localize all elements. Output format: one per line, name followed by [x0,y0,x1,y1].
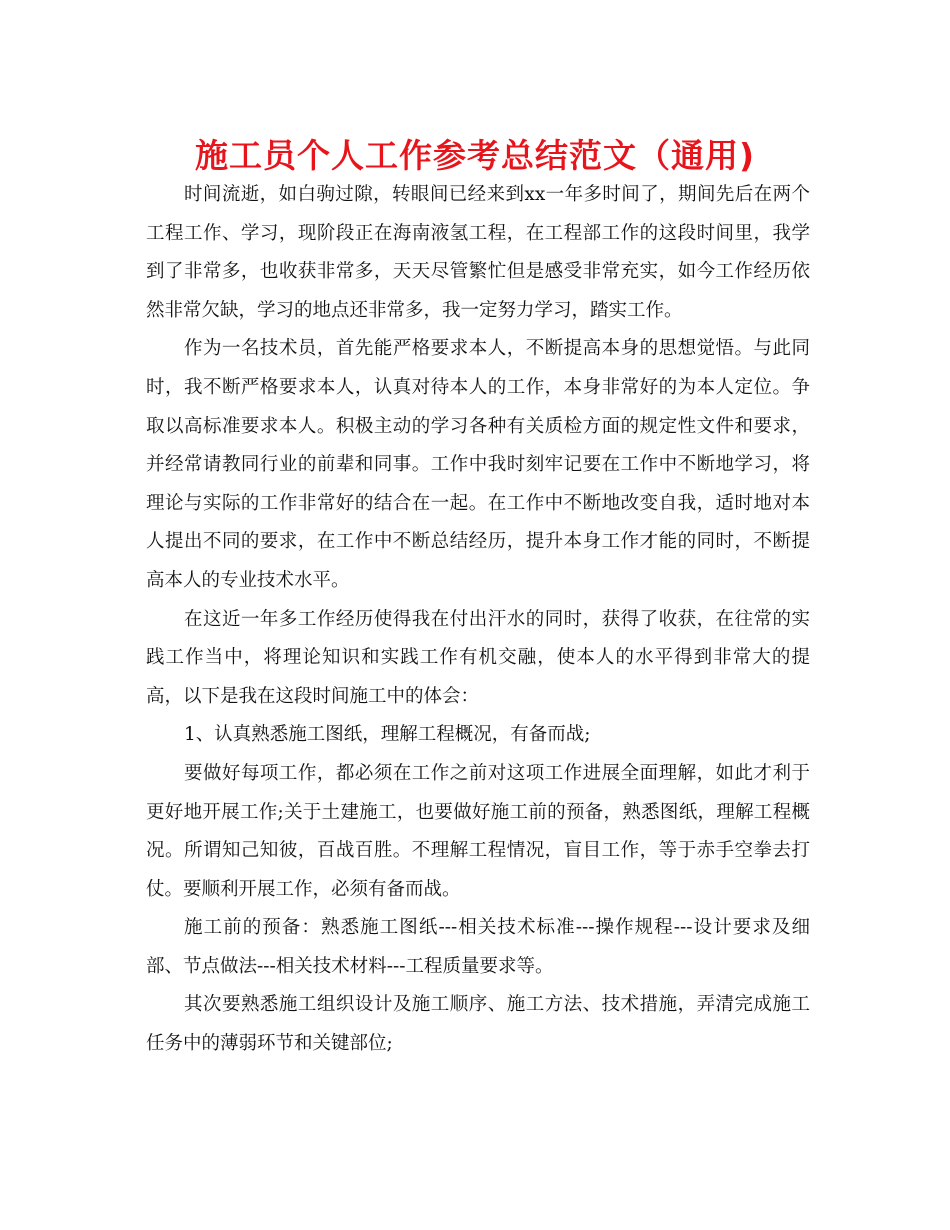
paragraph-organization: 其次要熟悉施工组织设计及施工顺序、施工方法、技术措施，弄清完成施工任务中的薄弱环节和关键部位; [146,994,810,1055]
paragraph-pre-construction: 施工前的预备：熟悉施工图纸---相关技术标准---操作规程---设计要求及细部、节点做法---相关技术材料---工程质量要求等。 [146,917,810,977]
paragraph-point-1: 1、认真熟悉施工图纸，理解工程概况，有备而战; [184,724,591,746]
paragraph-intro: 时间流逝，如白驹过隙，转眼间已经来到xx一年多时间了，期间先后在两个工程工作、学习，现阶段正在海南液氢工程，在工程部工作的这段时间里，我学到了非常多，也收获非常多，天天尽管繁忙但是感受非常充实，如今工作经历依然非常欠缺，学习的地点还非常多，我一定努力学习，踏实工作。 [146,184,810,321]
document-body [146,176,810,1064]
paragraph-preparation: 要做好每项工作，都必须在工作之前对这项工作进展全面理解，如此才利于更好地开展工作;关于土建施工，也要做好施工前的预备，熟悉图纸，理解工程概况。所谓知己知彼，百战百胜。不理解工程情况，盲目工作，等于赤手空拳去打仗。要顺利开展工作，必须有备而战。 [146,762,810,900]
paragraph-self-requirements: 作为一名技术员，首先能严格要求本人，不断提高本身的思想觉悟。与此同时，我不断严格要求本人，认真对待本人的工作，本身非常好的为本人定位。争取以高标准要求本人。积极主动的学习各种有关质检方面的规定性文件和要求，并经常请教同行业的前辈和同事。工作中我时刻牢记要在工作中不断地学习，将理论与实际的工作非常好的结合在一起。在工作中不断地改变自我，适时地对本人提出不同的要求，在工作中不断总结经历，提升本身工作才能的同时，不断提高本人的专业技术水平。 [146,338,810,591]
document-title: 施工员个人工作参考总结范文（通用) [194,136,756,175]
paragraph-experience: 在这近一年多工作经历使得我在付出汗水的同时，获得了收获，在往常的实践工作当中，将理论知识和实践工作有机交融，使本人的水平得到非常大的提高，以下是我在这段时间施工中的体会： [146,608,810,707]
